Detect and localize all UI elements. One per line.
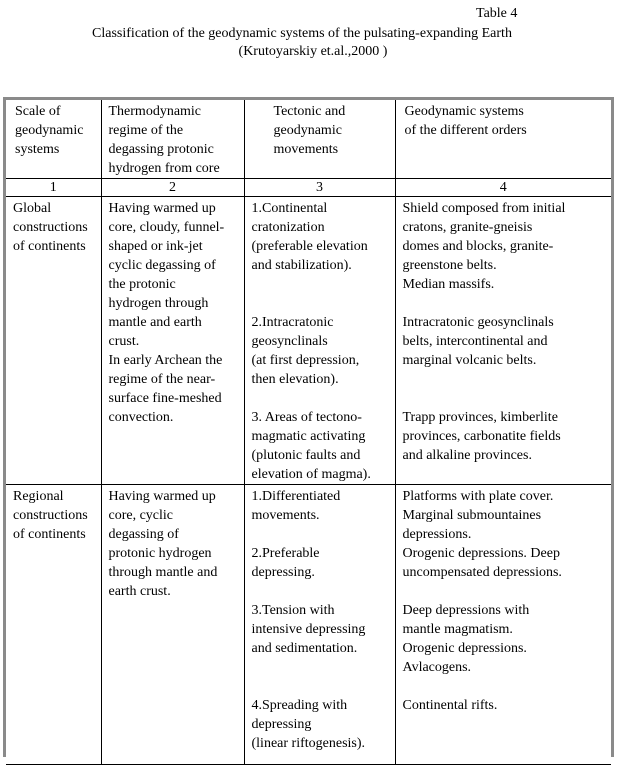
table-title: Classification of the geodynamic systems of the pulsating-expanding Earth [92,26,512,41]
cell-movements [244,485,395,765]
system-item: Shield composed from initial cratons, granite-gneisis domes and blocks, granite- greenstone belts. Median massifs. [402,201,566,292]
header-row [6,100,611,179]
movement-item: 1.Differentiated movements. [251,489,341,523]
system-item: Trapp provinces, kimberlite provinces, carbonatite fields and alkaline provinces. [402,410,561,463]
cell-regime: Having warmed up core, cyclic degassing of protonic hydrogen through mantle and earth crust. [101,485,244,765]
movement-item: 1.Continental cratonization (preferable elevation and stabilization). [251,201,368,273]
cell-regime: Having warmed up core, cloudy, funnel- shaped or ink-jet cyclic degassing of the protonic hydrogen through mantle and earth crust. In early Archean the regime of the near- surface fine-meshed convection. [101,197,244,485]
movement-item: 2.Preferable depressing. [251,546,320,580]
classification-table [3,97,614,757]
movement-item: 3.Tension with intensive depressing and sedimentation. [251,603,366,656]
system-item: Deep depressions with mantle magmatism. Orogenic depressions. Avlacogens. [402,603,530,675]
header-systems: Geodynamic systems of the different orders [395,100,611,179]
movement-item: 2.Intracratonic geosynclinals (at first depression, then elevation). [251,315,360,387]
cell-movements [244,197,395,485]
column-number: 1 [6,179,101,197]
column-number-row [6,179,611,197]
system-item: Platforms with plate cover. Marginal submountaines depressions. Orogenic depressions. Deep uncompensated depressions. [402,489,562,580]
table-row [6,197,611,485]
table-row [6,485,611,765]
column-number: 2 [101,179,244,197]
system-item: Intracratonic geosynclinals belts, intercontinental and marginal volcanic belts. [402,315,554,368]
header-scale: Scale of geodynamic systems [6,100,101,179]
cell-systems [395,197,611,485]
header-movements: Tectonic and geodynamic movements [244,100,395,179]
table-citation: (Krutoyarskiy et.al.,2000 ) [238,44,388,59]
cell-scale: Regional constructions of continents [6,485,101,765]
column-number: 3 [244,179,395,197]
movement-item: 3. Areas of tectono- magmatic activating (plutonic faults and elevation of magma). [251,410,371,482]
cell-scale: Global constructions of continents [6,197,101,485]
system-item: Continental rifts. [402,698,498,713]
movement-item: 4.Spreading with depressing (linear riftogenesis). [251,698,366,751]
column-number: 4 [395,179,611,197]
cell-systems [395,485,611,765]
header-regime: Thermodynamic regime of the degassing protonic hydrogen from core [101,100,244,179]
table-label: Table 4 [476,6,518,21]
